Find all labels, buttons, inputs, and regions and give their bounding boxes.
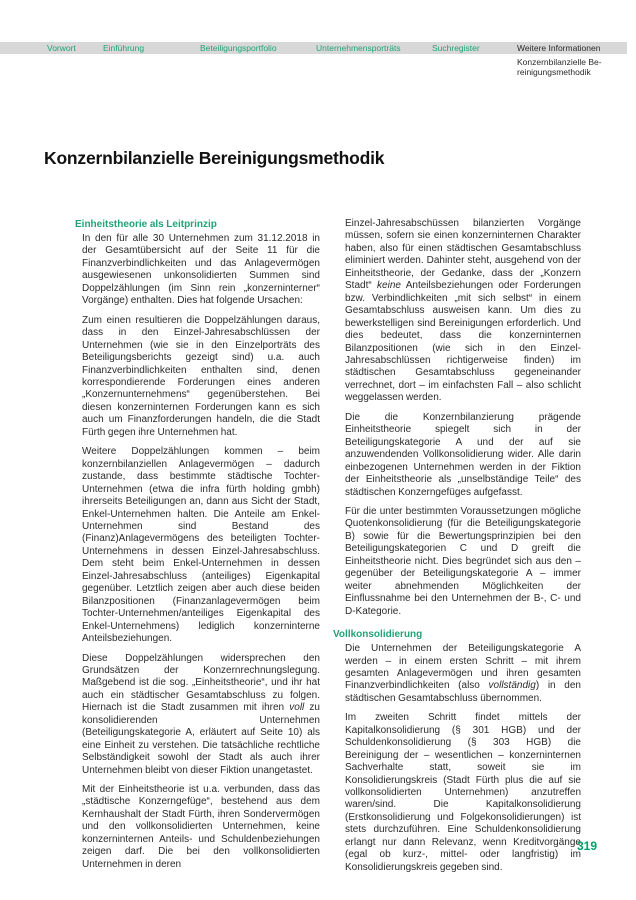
paragraph: In den für alle 30 Unternehmen zum 31.12.2018 in der Gesamtübersicht auf der Seite 11 für die Finanzverbindlichkeiten und das Anlagevermögen ausgewiesenen unkonsolidierten Summen sind Doppelzählungen (im Sinn rein „konzerninterner“ Vorgänge) enthalten. Dies hat folgende Ursachen: (82, 233, 320, 307)
nav-item-unternehmensportraets[interactable]: Unternehmensporträts (316, 42, 401, 53)
left-column (75, 218, 320, 871)
paragraph: Weitere Doppelzählungen kommen – beim konzernbilanziellen Anlagevermögen – dadurch zustande, dass bestimmte städtische Tochter-Unternehmen (etwa die infra fürth holding gmbh) ihrerseits Beteiligungen an, dann aus Sicht der Stadt, Enkel-Unternehmen halten. Die Anteile am Enkel-Unternehmen sind Bestand des (Finanz)Anlagevermögens des beteiligten Tochter-Unternehmens in dessen Einzel-Jahresabschluss. Dem steht beim Enkel-Unternehmen in dessen Einzel-Jahresabschluss (anteiliges) Eigenkapital gegenüber. Letztlich zeigen aber auch diese beiden Bilanzpositionen (Finanzanlagevermögen beim Tochter-Unternehmen/anteiliges Eigenkapital des Enkel-Unternehmens) lediglich konzerninterne Anteilsbeziehungen. (82, 446, 320, 645)
paragraph: Diese Doppelzählungen widersprechen den Grundsätzen der Konzernrechnungslegung. Maßgebend ist die sog. „Einheitstheorie“, und ihr hat auch ein städtischer Gesamtabschluss zu folgen. Hiernach ist die Stadt zusammen mit ihren voll zu konsolidierenden Unternehmen (Beteiligungskategorie A, erläutert auf Seite 10) als eine Einheit zu verstehen. Die tatsächliche rechtliche Selbständigkeit sowohl der Stadt als auch ihrer Unternehmen bleibt von dieser Fiktion unangetastet. (82, 652, 320, 776)
page-title: Konzernbilanzielle Bereinigungsmethodik (44, 148, 385, 168)
nav-item-suchregister[interactable]: Suchregister (432, 42, 480, 53)
nav-item-vorwort[interactable]: Vorwort (47, 42, 76, 53)
current-subsection-label (517, 57, 627, 77)
section-heading-vollkonsolidierung: Vollkonsolidierung (333, 629, 423, 641)
paragraph: Einzel-Jahresabschüssen bilanzierten Vorgänge müssen, sofern sie einen konzerninternen Charakter haben, also für einen städtischen Gesamtabschluss eliminiert werden. Dahinter steht, ausgehend von der Einheitstheorie, der Gedanke, dass der „Konzern Stadt“ keine Anteilsbeziehungen oder Forderungen bzw. Verbindlichkeiten „mit sich selbst“ in einem Gesamtabschluss ausweisen kann. Um dies zu bewerkstelligen sind Bereinigungen erforderlich. Und dies bedeutet, dass die konzerninternen Bilanzpositionen (wie sich in den Einzel-Jahresabschlüssen richtigerweise finden) im städtischen Gesamtabschluss gegeneinander verrechnet, dort – im einfachsten Fall – also schlicht weggelassen werden. (345, 218, 581, 404)
subsection-line-1: Konzernbilanzielle Be- (517, 57, 602, 67)
nav-bar (0, 42, 627, 54)
page-number: 319 (576, 839, 597, 853)
paragraph: Die Unternehmen der Beteiligungskategorie A werden – in einem ersten Schritt – mit ihrem gesamten Anlagevermögen und ihren gesamten Finanzverbindlichkeiten (also vollständig) in den städtischen Gesamtabschluss übernommen. (345, 643, 581, 704)
nav-item-einfuehrung[interactable]: Einführung (103, 42, 145, 53)
paragraph: Im zweiten Schritt findet mittels der Kapitalkonsolidierung (§ 301 HGB) und der Schuldenkonsolidierung (§ 303 HGB) die Bereinigung der – wesentlichen – konzerninternen Sachverhalte statt, soweit sie im Konsolidierungskreis (Stadt Fürth plus die auf sie vollkonsolidierten Unternehmen) anzutreffen waren/sind. Die Kapitalkonsolidierung (Erstkonsolidierung und Folgekonsolidierungen) ist stets durchzuführen. Eine Schuldenkonsolidierung erlangt nur dann Relevanz, wenn Kreditvorgänge (egal ob kurz-, mittel- oder langfristig) im Konsolidierungskreis gegeben sind. (345, 712, 581, 873)
nav-item-weitere-informationen[interactable]: Weitere Informationen (517, 42, 601, 53)
paragraph: Zum einen resultieren die Doppelzählungen daraus, dass in den Einzel-Jahresabschlüssen der Unternehmen (wie sie in den Einzelporträts des Beteiligungsberichts gezeigt sind) u.a. auch Finanzverbindlichkeiten enthalten sind, denen korrespondierende Forderungen eines anderen „Konzernunternehmens“ gegenüberstehen. Bei diesen konzerninternen Forderungen kann es sich auch um Finanzforderungen handeln, die die Stadt Fürth gegen ihre Unternehmen hat. (82, 314, 320, 438)
paragraph: Mit der Einheitstheorie ist u.a. verbunden, dass das „städtische Konzerngefüge“, bestehend aus dem Kernhaushalt der Stadt Fürth, ihren Sondervermögen und den vollkonsolidierten Unternehmen, keine konzerninternen Anteils- und Schuldenbeziehungen zeigen darf. Die bei den vollkonsolidierten Unternehmen in deren (82, 784, 320, 870)
nav-item-beteiligungsportfolio[interactable]: Beteiligungsportfolio (200, 42, 277, 53)
paragraph: Die die Konzernbilanzierung prägende Einheitstheorie spiegelt sich in der Beteiligungskategorie A und der auf sie anzuwendenden Vollkonsolidierung wider. Alle darin einbezogenen Unternehmen werden in der Fiktion der Einheitstheorie als „unselbständige Teile“ des städtischen Konzerngefüges aufgefasst. (345, 411, 581, 498)
paragraph: Für die unter bestimmten Voraussetzungen mögliche Quotenkonsolidierung (für die Beteiligungskategorie B) sowie für die Bewertungsprinzipien bei den Beteiligungskategorien C und D greift die Einheitstheorie nicht. Dies begründet sich aus den – gegenüber der Beteiligungskategorie A – immer weiter abnehmenden Möglichkeiten der Einflussnahme bei den Unternehmen der B-, C- und D-Kategorie. (345, 505, 581, 617)
subsection-line-2: reinigungsmethodik (517, 67, 591, 77)
section-heading-einheitstheorie: Einheitstheorie als Leitprinzip (75, 219, 217, 230)
right-column (333, 218, 581, 874)
